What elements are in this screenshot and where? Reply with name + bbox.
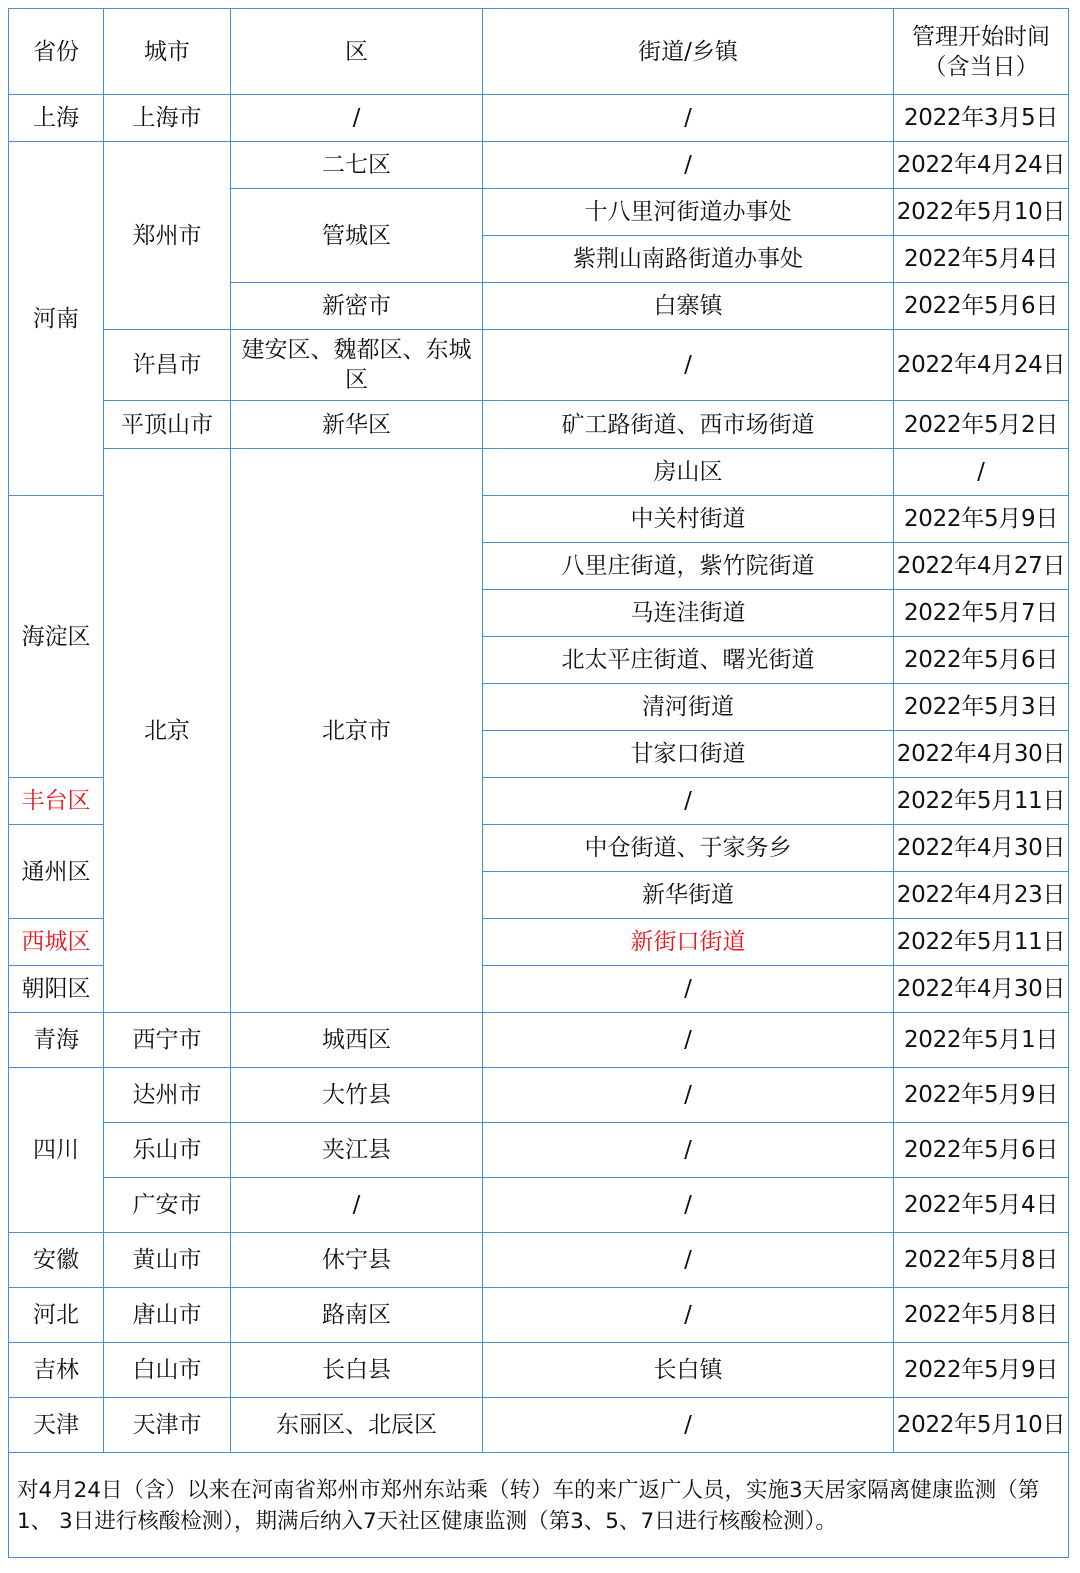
street-cell: / xyxy=(483,1288,894,1343)
street-cell: / xyxy=(483,330,894,401)
date-cell: 2022年5月4日 xyxy=(894,1178,1069,1233)
date-cell: 2022年5月2日 xyxy=(894,401,1069,449)
city-cell: 郑州市 xyxy=(104,142,231,330)
district-cell: 夹江县 xyxy=(231,1123,483,1178)
district-cell: 建安区、魏都区、东城区 xyxy=(231,330,483,401)
city-cell: 广安市 xyxy=(104,1178,231,1233)
note-row xyxy=(9,1453,1069,1558)
date-cell: 2022年4月24日 xyxy=(894,330,1069,401)
date-cell: 2022年5月8日 xyxy=(894,1288,1069,1343)
table-row xyxy=(9,1343,1069,1398)
district-cell: 通州区 xyxy=(9,825,104,919)
province-cell: 河北 xyxy=(9,1288,104,1343)
city-cell: 白山市 xyxy=(104,1343,231,1398)
district-cell: 长白县 xyxy=(231,1343,483,1398)
province-cell: 青海 xyxy=(9,1013,104,1068)
table-row xyxy=(9,1398,1069,1453)
street-cell: 矿工路街道、西市场街道 xyxy=(483,401,894,449)
street-cell: / xyxy=(483,142,894,189)
street-cell: / xyxy=(483,1123,894,1178)
date-cell: 2022年5月1日 xyxy=(894,1013,1069,1068)
date-cell: 2022年5月6日 xyxy=(894,1123,1069,1178)
document-table-container xyxy=(8,8,1068,1558)
table-row xyxy=(9,449,1069,496)
street-cell: / xyxy=(483,1398,894,1453)
table-row xyxy=(9,1178,1069,1233)
district-cell: 朝阳区 xyxy=(9,966,104,1013)
street-cell: 紫荆山南路街道办事处 xyxy=(483,236,894,283)
date-cell: 2022年5月11日 xyxy=(894,778,1069,825)
street-cell: 长白镇 xyxy=(483,1343,894,1398)
street-cell: 十八里河街道办事处 xyxy=(483,189,894,236)
header-district: 区 xyxy=(231,9,483,95)
district-cell: 房山区 xyxy=(483,449,894,496)
date-cell: 2022年4月30日 xyxy=(894,825,1069,872)
street-cell: / xyxy=(483,1178,894,1233)
date-cell: 2022年3月5日 xyxy=(894,95,1069,142)
street-cell: / xyxy=(894,449,1069,496)
date-cell: 2022年5月6日 xyxy=(894,637,1069,684)
province-cell: 四川 xyxy=(9,1068,104,1233)
date-cell: 2022年5月4日 xyxy=(894,236,1069,283)
street-cell-highlight: 新街口街道 xyxy=(483,919,894,966)
date-cell: 2022年5月3日 xyxy=(894,684,1069,731)
street-cell: / xyxy=(483,778,894,825)
street-cell: / xyxy=(483,1233,894,1288)
city-cell: 许昌市 xyxy=(104,330,231,401)
table-row xyxy=(9,1068,1069,1123)
street-cell: 中关村街道 xyxy=(483,496,894,543)
city-cell: 唐山市 xyxy=(104,1288,231,1343)
control-area-table xyxy=(8,8,1069,1558)
date-cell: 2022年5月8日 xyxy=(894,1233,1069,1288)
district-cell: / xyxy=(231,1178,483,1233)
district-cell: 二七区 xyxy=(231,142,483,189)
city-cell: 上海市 xyxy=(104,95,231,142)
province-cell: 北京 xyxy=(104,449,231,1013)
city-cell: 黄山市 xyxy=(104,1233,231,1288)
table-row xyxy=(9,1013,1069,1068)
province-cell: 安徽 xyxy=(9,1233,104,1288)
street-cell: 白寨镇 xyxy=(483,283,894,330)
city-cell: 西宁市 xyxy=(104,1013,231,1068)
street-cell: 清河街道 xyxy=(483,684,894,731)
district-cell: 管城区 xyxy=(231,189,483,283)
date-cell: 2022年5月9日 xyxy=(894,1068,1069,1123)
district-cell: 大竹县 xyxy=(231,1068,483,1123)
date-cell: 2022年5月11日 xyxy=(894,919,1069,966)
date-cell: 2022年4月23日 xyxy=(894,872,1069,919)
street-cell: 中仓街道、于家务乡 xyxy=(483,825,894,872)
header-city: 城市 xyxy=(104,9,231,95)
date-cell: 2022年4月30日 xyxy=(894,731,1069,778)
table-row xyxy=(9,1233,1069,1288)
date-cell: 2022年5月10日 xyxy=(894,1398,1069,1453)
district-cell: / xyxy=(231,95,483,142)
street-cell: / xyxy=(483,966,894,1013)
province-cell: 河南 xyxy=(9,142,104,496)
table-row xyxy=(9,330,1069,401)
city-cell: 天津市 xyxy=(104,1398,231,1453)
street-cell: 新华街道 xyxy=(483,872,894,919)
date-cell: 2022年5月9日 xyxy=(894,496,1069,543)
date-cell: 2022年5月6日 xyxy=(894,283,1069,330)
header-street: 街道/乡镇 xyxy=(483,9,894,95)
table-row xyxy=(9,1288,1069,1343)
province-cell: 吉林 xyxy=(9,1343,104,1398)
district-cell: 路南区 xyxy=(231,1288,483,1343)
date-cell: 2022年4月27日 xyxy=(894,543,1069,590)
district-cell: 海淀区 xyxy=(9,496,104,778)
street-cell: 马连洼街道 xyxy=(483,590,894,637)
street-cell: / xyxy=(483,1013,894,1068)
city-cell: 达州市 xyxy=(104,1068,231,1123)
street-cell: 北太平庄街道、曙光街道 xyxy=(483,637,894,684)
district-cell: 休宁县 xyxy=(231,1233,483,1288)
street-cell: 甘家口街道 xyxy=(483,731,894,778)
district-cell: 城西区 xyxy=(231,1013,483,1068)
street-cell: 八里庄街道，紫竹院街道 xyxy=(483,543,894,590)
street-cell: / xyxy=(483,1068,894,1123)
date-cell: 2022年4月30日 xyxy=(894,966,1069,1013)
table-row xyxy=(9,1123,1069,1178)
district-cell: 新华区 xyxy=(231,401,483,449)
district-cell-highlight: 西城区 xyxy=(9,919,104,966)
footnote-text: 对4月24日（含）以来在河南省郑州市郑州东站乘（转）车的来广返广人员，实施3天居家隔离健康监测（第1、 3日进行核酸检测），期满后纳入7天社区健康监测（第3、5、7日进行核酸检测）。 xyxy=(9,1453,1069,1558)
table-row xyxy=(9,401,1069,449)
city-cell: 平顶山市 xyxy=(104,401,231,449)
district-cell: 新密市 xyxy=(231,283,483,330)
header-start-time: 管理开始时间（含当日） xyxy=(894,9,1069,95)
date-cell: 2022年4月24日 xyxy=(894,142,1069,189)
district-cell-highlight: 丰台区 xyxy=(9,778,104,825)
table-row xyxy=(9,95,1069,142)
date-cell: 2022年5月9日 xyxy=(894,1343,1069,1398)
province-cell: 天津 xyxy=(9,1398,104,1453)
table-row xyxy=(9,142,1069,189)
district-cell: 东丽区、北辰区 xyxy=(231,1398,483,1453)
date-cell: 2022年5月10日 xyxy=(894,189,1069,236)
header-province: 省份 xyxy=(9,9,104,95)
province-cell: 上海 xyxy=(9,95,104,142)
header-row xyxy=(9,9,1069,95)
city-cell: 北京市 xyxy=(231,449,483,1013)
city-cell: 乐山市 xyxy=(104,1123,231,1178)
date-cell: 2022年5月7日 xyxy=(894,590,1069,637)
street-cell: / xyxy=(483,95,894,142)
